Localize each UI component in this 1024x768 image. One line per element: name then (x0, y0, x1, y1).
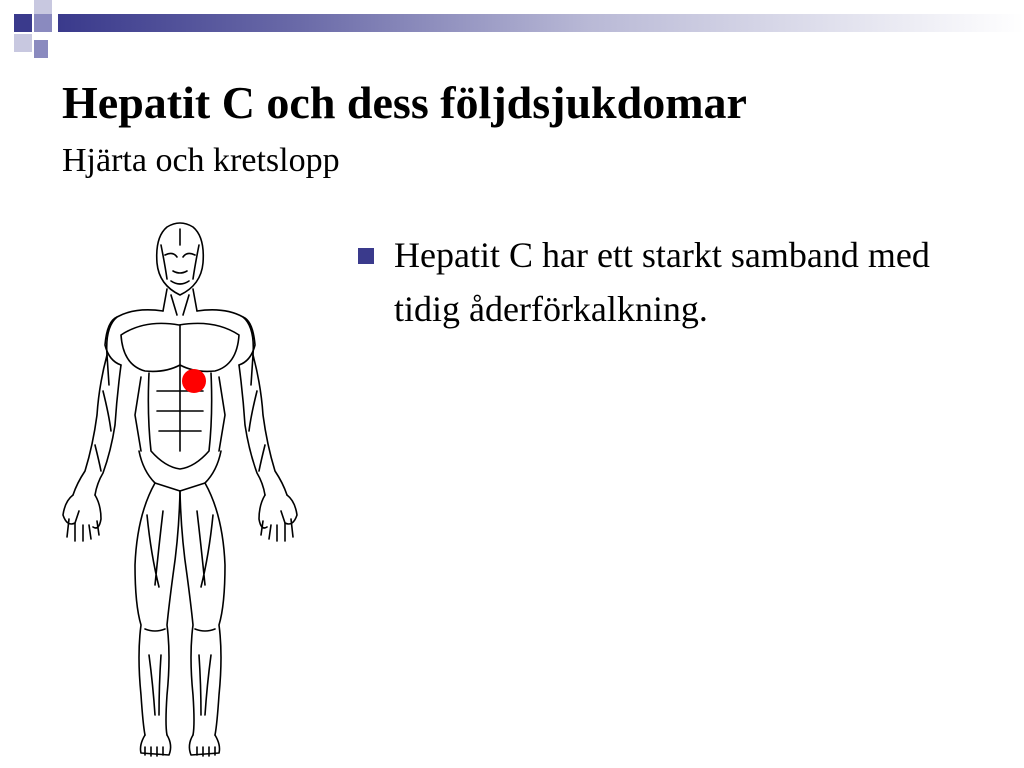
header-square-mid (34, 40, 48, 58)
heart-location-marker (182, 369, 206, 393)
bullet-list (356, 228, 996, 336)
bullet-item (356, 228, 996, 336)
human-anatomy-figure (55, 215, 305, 760)
header-decoration (0, 0, 1024, 62)
square-bullet-icon (358, 248, 374, 264)
header-square-light (14, 34, 32, 52)
slide-title: Hepatit C och dess följdsjukdomar (62, 77, 747, 128)
header-square-light (34, 0, 52, 14)
human-muscle-anatomy-icon (55, 215, 305, 760)
bullet-text: Hepatit C har ett starkt samband med tidig åderförkalkning. (394, 235, 930, 329)
header-square-mid (34, 14, 52, 32)
slide-subtitle: Hjärta och kretslopp (62, 142, 340, 179)
header-gradient-line (58, 14, 1024, 32)
header-square-dark (14, 14, 32, 32)
